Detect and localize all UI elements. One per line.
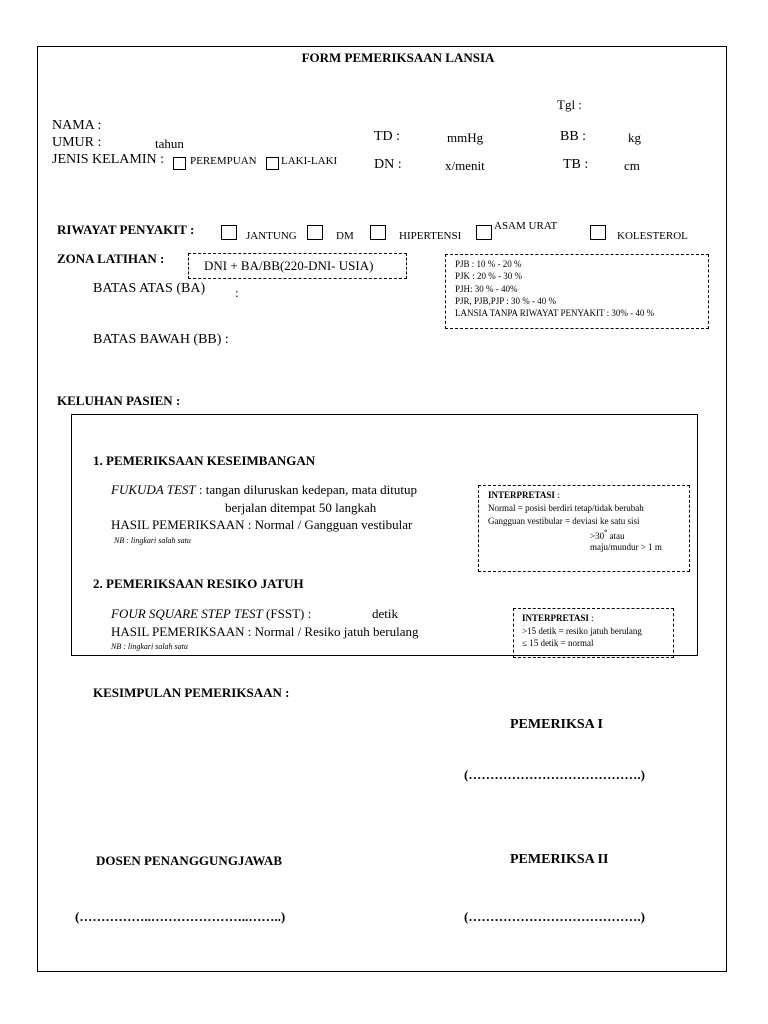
section2-interp-colon: : — [588, 613, 594, 623]
pemeriksa2-label: PEMERIKSA II — [510, 852, 609, 867]
dosen-label: DOSEN PENANGGUNGJAWAB — [96, 853, 282, 868]
bb-label: BB : — [560, 129, 587, 144]
section1-hasil: HASIL PEMERIKSAAN : Normal / Gangguan vestibular — [111, 517, 413, 532]
dn-unit: x/menit — [445, 158, 485, 173]
fsst-test-name: FOUR SQUARE STEP TEST — [111, 606, 263, 621]
kolesterol-label: KOLESTEROL — [617, 230, 688, 242]
section2-hasil: HASIL PEMERIKSAAN : Normal / Resiko jatuh berulang — [111, 624, 419, 639]
section2-interp-title-line — [522, 613, 594, 623]
td-label: TD : — [374, 129, 401, 144]
batas-atas-label: BATAS ATAS (BA) — [93, 281, 206, 296]
dm-label: DM — [336, 230, 354, 242]
pemeriksa2-signature-line: (………………………………….) — [464, 909, 645, 924]
pemeriksa1-signature-line: (………………………………….) — [464, 767, 645, 782]
pemeriksa1-label: PEMERIKSA I — [510, 717, 603, 732]
perempuan-label: PEREMPUAN — [190, 155, 257, 167]
fsst-test-abbr: (FSST) : — [262, 606, 312, 621]
section1-title: 1. PEMERIKSAAN KESEIMBANGAN — [93, 453, 316, 468]
zona-formula: DNI + BA/BB(220-DNI- USIA) — [204, 258, 374, 273]
fsst-unit: detik — [372, 606, 398, 621]
section1-interp-line: Gangguan vestibular = deviasi ke satu sisi — [488, 516, 640, 526]
section2-title: 2. PEMERIKSAAN RESIKO JATUH — [93, 576, 304, 591]
fsst-line — [111, 606, 311, 622]
section2-interp-line: >15 detik = resiko jatuh berulang — [522, 626, 642, 636]
asam-urat-label: ASAM URAT — [494, 220, 558, 232]
zona-ref-line: PJR, PJB,PJP : 30 % - 40 % — [455, 296, 556, 306]
fukuda-test-desc-2: berjalan ditempat 50 langkah — [225, 500, 377, 515]
jantung-checkbox[interactable] — [221, 225, 237, 240]
jantung-label: JANTUNG — [246, 230, 297, 242]
td-unit: mmHg — [447, 130, 484, 145]
section1-interp-colon: : — [554, 490, 560, 500]
riwayat-label: RIWAYAT PENYAKIT : — [57, 222, 195, 237]
degree-symbol: ° — [604, 528, 608, 537]
kesimpulan-label: KESIMPULAN PEMERIKSAAN : — [93, 685, 290, 700]
keluhan-label: KELUHAN PASIEN : — [57, 393, 181, 408]
batas-atas-colon: : — [235, 285, 239, 300]
section1-interp-title: INTERPRETASI — [488, 490, 555, 500]
section1-nb: NB : lingkari salah satu — [114, 536, 191, 545]
asam-urat-checkbox[interactable] — [476, 225, 492, 240]
batas-bawah-label: BATAS BAWAH (BB) : — [93, 332, 229, 347]
section1-interp-line: maju/mundur > 1 m — [590, 542, 662, 552]
laki-laki-checkbox[interactable] — [266, 157, 279, 170]
tb-unit: cm — [624, 158, 640, 173]
section1-interp-title-line — [488, 490, 560, 500]
form-title: FORM PEMERIKSAAN LANSIA — [301, 50, 495, 65]
umur-label: UMUR : — [52, 135, 102, 150]
hipertensi-checkbox[interactable] — [370, 225, 386, 240]
dosen-signature-line: (……………..…………………..……..) — [75, 909, 286, 924]
fukuda-test-name: FUKUDA TEST — [111, 482, 196, 497]
zona-ref-line: LANSIA TANPA RIWAYAT PENYAKIT : 30% - 40 % — [455, 308, 655, 318]
dn-label: DN : — [374, 157, 402, 172]
section2-interp-title: INTERPRETASI — [522, 613, 589, 623]
zona-label: ZONA LATIHAN : — [57, 251, 165, 266]
zona-ref-line: PJK : 20 % - 30 % — [455, 271, 522, 281]
dm-checkbox[interactable] — [307, 225, 323, 240]
section1-interp-deviation-line — [590, 528, 625, 541]
tgl-label: Tgl : — [557, 97, 582, 112]
fukuda-test-line — [111, 482, 417, 498]
bb-unit: kg — [628, 130, 641, 145]
umur-unit: tahun — [155, 136, 184, 151]
tb-label: TB : — [563, 157, 589, 172]
kolesterol-checkbox[interactable] — [590, 225, 606, 240]
zona-ref-line: PJH: 30 % - 40% — [455, 284, 518, 294]
fukuda-test-desc: : tangan diluruskan kedepan, mata ditutup — [195, 482, 417, 497]
section1-interp-atau: atau — [607, 531, 625, 541]
section1-interp-degree-value: >30 — [590, 531, 605, 541]
section1-interp-line: Normal = posisi berdiri tetap/tidak berubah — [488, 503, 644, 513]
laki-laki-label: LAKI-LAKI — [281, 155, 338, 167]
zona-ref-line: PJB : 10 % - 20 % — [455, 259, 522, 269]
nama-label: NAMA : — [52, 118, 102, 133]
section2-nb: NB : lingkari salah satu — [111, 642, 188, 651]
perempuan-checkbox[interactable] — [173, 157, 186, 170]
section2-interp-line: ≤ 15 detik = normal — [522, 638, 594, 648]
hipertensi-label: HIPERTENSI — [399, 230, 462, 242]
jenis-kelamin-label: JENIS KELAMIN : — [52, 152, 164, 167]
